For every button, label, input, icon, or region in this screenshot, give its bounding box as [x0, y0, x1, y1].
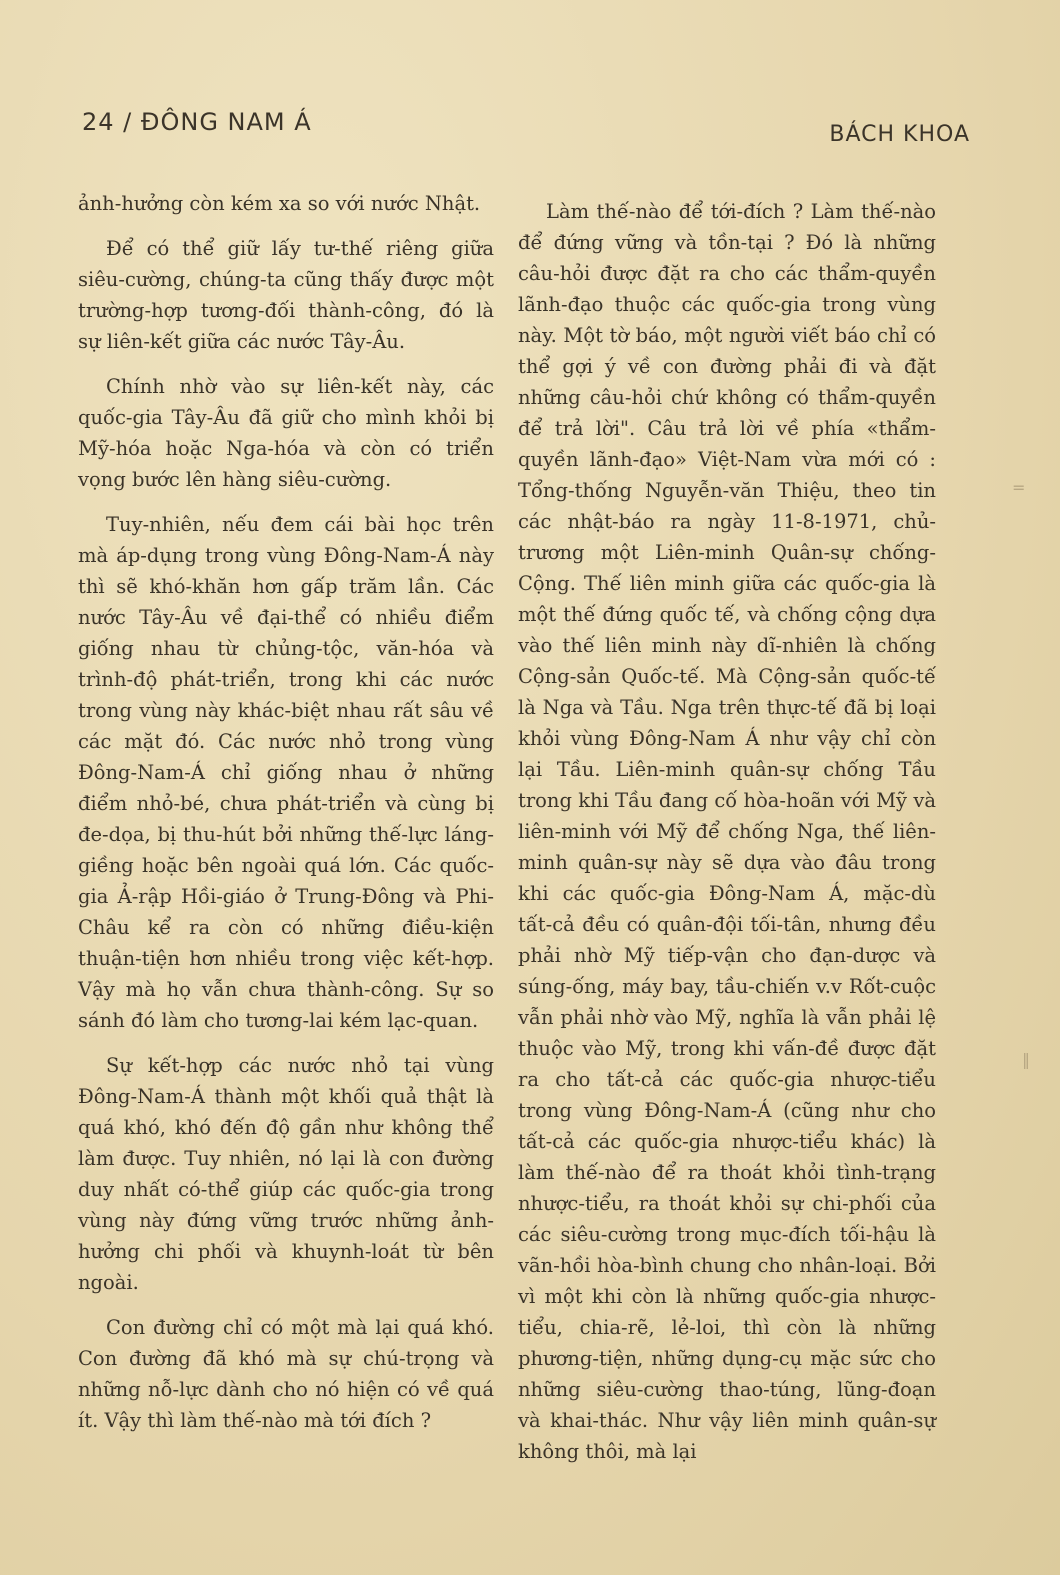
paragraph: Sự kết-hợp các nước nhỏ tại vùng Đông-Nam-Á thành một khối quả thật là quá khó, khó đến độ gần như không thể làm được. Tuy nhiên, nó lại là con đường duy nhất có-thể giúp các quốc-gia trong vùng này đứng vững trước những ảnh-hưởng chi phối và khuynh-loát từ bên ngoài.: [78, 1054, 494, 1294]
paragraph: Con đường chỉ có một mà lại quá khó. Con đường đã khó mà sự chú-trọng và những nỗ-lực dành cho nó hiện có về quá ít. Vậy thì làm thế-nào mà tới đích ?: [78, 1316, 494, 1432]
paragraph: Tuy-nhiên, nếu đem cái bài học trên mà áp-dụng trong vùng Đông-Nam-Á này thì sẽ khó-khăn hơn gấp trăm lần. Các nước Tây-Âu về đại-thể có nhiều điểm giống nhau từ chủng-tộc, văn-hóa và trình-độ phát-triển, trong khi các nước trong vùng này khác-biệt nhau rất sâu về các mặt đó. Các nước nhỏ trong vùng Đông-Nam-Á chỉ giống nhau ở những điểm nhỏ-bé, chưa phát-triển và cùng bị đe-dọa, bị thu-hút bởi những thế-lực láng-giềng hoặc bên ngoài quá lớn. Các quốc-gia Ả-rập Hồi-giáo ở Trung-Đông và Phi-Châu kể ra còn có những điều-kiện thuận-tiện hơn nhiều trong việc kết-hợp. Vậy mà họ vẫn chưa thành-công. Sự so sánh đó làm cho tương-lai kém lạc-quan.: [78, 513, 494, 1032]
paragraph: Chính nhờ vào sự liên-kết này, các quốc-gia Tây-Âu đã giữ cho mình khỏi bị Mỹ-hóa hoặc Nga-hóa và còn có triển vọng bước lên hàng siêu-cường.: [78, 375, 494, 491]
margin-mark: ‖: [1022, 1050, 1030, 1069]
left-column: [78, 188, 494, 1450]
paragraph: ảnh-hưởng còn kém xa so với nước Nhật.: [78, 192, 481, 215]
margin-mark: =: [1012, 478, 1026, 497]
right-column: [518, 196, 936, 1481]
page-header: [82, 108, 970, 148]
paragraph: Để có thể giữ lấy tư-thế riêng giữa siêu-cường, chúng-ta cũng thấy được một trường-hợp tương-đối thành-công, đó là sự liên-kết giữa các nước Tây-Âu.: [78, 237, 494, 353]
paragraph: Làm thế-nào để tới-đích ? Làm thế-nào để đứng vững và tồn-tại ? Đó là những câu-hỏi được đặt ra cho các thẩm-quyền lãnh-đạo thuộc các quốc-gia trong vùng này. Một tờ báo, một người viết báo chỉ có thể gợi ý về con đường phải đi và đặt những câu-hỏi chứ không có thẩm-quyền để trả lời". Câu trả lời về phía «thẩm-quyền lãnh-đạo» Việt-Nam vừa mới có : Tổng-thống Nguyễn-văn Thiệu, theo tin các nhật-báo ra ngày 11-8-1971, chủ-trương một Liên-minh Quân-sự chống-Cộng. Thế liên minh giữa các quốc-gia là một thế đứng quốc tế, và chống cộng dựa vào thế liên minh này dĩ-nhiên là chống Cộng-sản Quốc-tế. Mà Cộng-sản quốc-tế là Nga và Tầu. Nga trên thực-tế đã bị loại khỏi vùng Đông-Nam Á như vậy chỉ còn lại Tầu. Liên-minh quân-sự chống Tầu trong khi Tầu đang cố hòa-hoãn với Mỹ và liên-minh với Mỹ để chống Nga, thế liên-minh quân-sự này sẽ dựa vào đâu trong khi các quốc-gia Đông-Nam Á, mặc-dù tất-cả đều có quân-đội tối-tân, nhưng đều phải nhờ Mỹ tiếp-vận cho đạn-dược và súng-ống, máy bay, tầu-chiến v.v Rốt-cuộc vẫn phải nhờ vào Mỹ, nghĩa là vẫn phải lệ thuộc vào Mỹ, trong khi vấn-đề được đặt ra cho tất-cả các quốc-gia nhược-tiểu trong vùng Đông-Nam-Á (cũng như cho tất-cả các quốc-gia nhược-tiểu khác) là làm thế-nào để ra thoát khỏi tình-trạng nhược-tiểu, ra thoát khỏi sự chi-phối của các siêu-cường trong mục-đích tối-hậu là vãn-hồi hòa-bình chung cho nhân-loại. Bởi vì một khi còn là những quốc-gia nhược-tiểu, chia-rẽ, lẻ-loi, thì còn là những phương-tiện, những dụng-cụ mặc sức cho những siêu-cường thao-túng, lũng-đoạn và khai-thác. Như vậy liên minh quân-sự không thôi, mà lại: [518, 200, 936, 1463]
page-number-section-title: 24 / ĐÔNG NAM Á: [82, 108, 312, 136]
publication-title: BÁCH KHOA: [829, 122, 970, 147]
